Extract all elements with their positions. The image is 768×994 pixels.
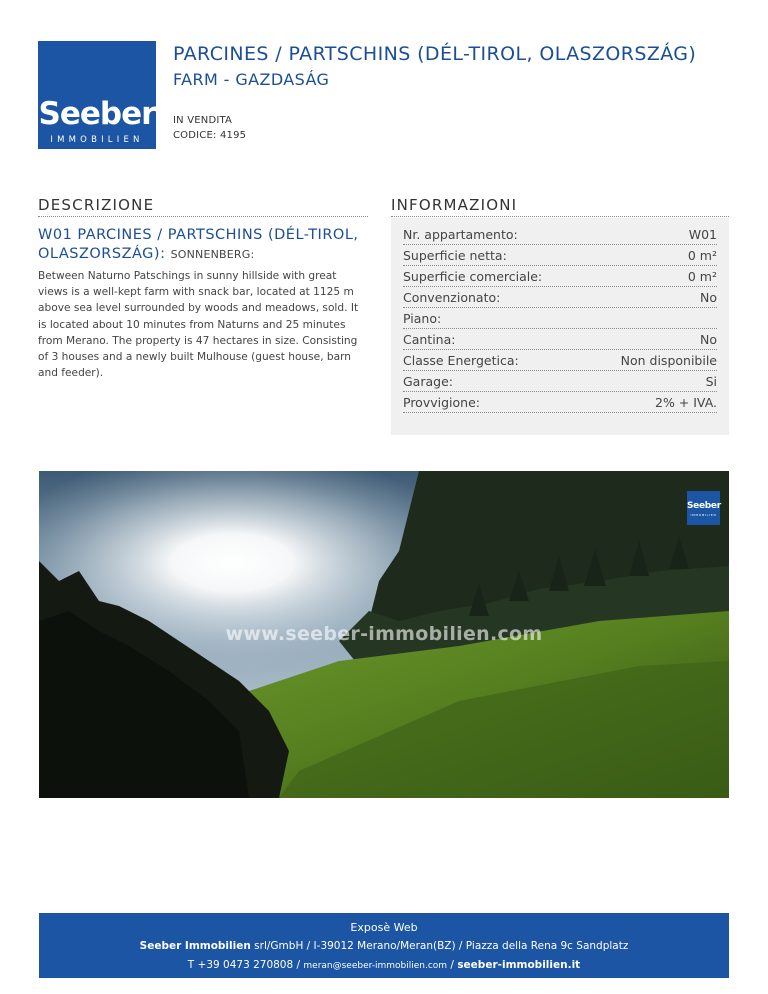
info-value: No — [700, 332, 717, 347]
info-label: Superficie comerciale: — [403, 269, 543, 284]
info-value: 0 m² — [687, 248, 717, 263]
property-code: CODICE: 4195 — [173, 130, 247, 141]
description-heading: DESCRIZIONE — [38, 196, 155, 214]
photo-watermark: www.seeber-immobilien.com — [225, 623, 543, 645]
info-label: Nr. appartamento: — [403, 227, 518, 242]
footer-separator: / — [447, 959, 458, 971]
property-type: FARM - GAZDASÁG — [173, 70, 330, 89]
photo-logo-sub: IMMOBILIEN — [690, 513, 717, 517]
logo-subtitle: IMMOBILIEN — [50, 135, 144, 145]
footer-email[interactable]: meran@seeber-immobilien.com — [303, 961, 448, 971]
description-location: SONNENBERG: — [170, 248, 255, 261]
info-value: 2% + IVA. — [655, 395, 717, 410]
info-row-cellar — [403, 329, 717, 350]
description-body: Between Naturno Patschings in sunny hillside with great views is a well-kept farm with snack bar, located at 1125 m above sea level surrounded by woods and meadows, sold. It is located about 10 minutes from Naturns and 25 minutes from Merano. The property is 47 hectares in size. Consisting of 3 houses and a newly built Mulhouse (guest house, barn and feeder). — [38, 270, 359, 380]
footer-title: Exposè Web — [350, 921, 418, 934]
info-heading: INFORMAZIONI — [391, 196, 518, 214]
property-title: PARCINES / PARTSCHINS (DÉL-TIROL, OLASZORSZÁG) — [173, 43, 697, 65]
photo-logo — [687, 491, 720, 525]
info-label: Classe Energetica: — [403, 353, 519, 368]
logo-wordmark: Seeber — [38, 96, 156, 132]
info-value: W01 — [688, 227, 717, 242]
info-row-net-area — [403, 245, 717, 266]
info-label: Cantina: — [403, 332, 456, 347]
info-row-convenzionato — [403, 287, 717, 308]
sale-status: IN VENDITA — [173, 115, 233, 126]
info-label: Garage: — [403, 374, 453, 389]
info-value: Si — [705, 374, 717, 389]
info-label: Superficie netta: — [403, 248, 507, 263]
footer-address-line — [39, 940, 729, 952]
info-divider — [391, 216, 729, 217]
info-row-commission — [403, 392, 717, 413]
property-photo — [39, 471, 729, 798]
info-value: Non disponibile — [620, 353, 717, 368]
info-row-garage — [403, 371, 717, 392]
description-title-text: W01 PARCINES / PARTSCHINS (DÉL-TIROL, OLASZORSZÁG): — [38, 227, 359, 262]
footer — [39, 913, 729, 978]
company-logo — [38, 41, 156, 149]
info-label: Provvigione: — [403, 395, 480, 410]
photo-logo-word: Seeber — [687, 501, 721, 511]
info-panel — [391, 218, 729, 435]
description-title — [38, 226, 368, 264]
info-label: Piano: — [403, 311, 442, 326]
footer-company: Seeber Immobilien — [139, 940, 251, 952]
info-value: No — [700, 290, 717, 305]
description-divider — [38, 216, 368, 217]
footer-address: srl/GmbH / I-39012 Merano/Meran(BZ) / Piazza della Rena 9c Sandplatz — [250, 940, 629, 952]
footer-website[interactable]: seeber-immobilien.it — [457, 959, 581, 971]
info-row-energy-class — [403, 350, 717, 371]
info-label: Convenzionato: — [403, 290, 501, 305]
footer-contact-line — [39, 959, 729, 971]
info-row-commercial-area — [403, 266, 717, 287]
info-row-floor — [403, 308, 717, 329]
info-value: 0 m² — [687, 269, 717, 284]
info-row-apartment — [403, 224, 717, 245]
footer-phone: T +39 0473 270808 / — [187, 959, 304, 971]
